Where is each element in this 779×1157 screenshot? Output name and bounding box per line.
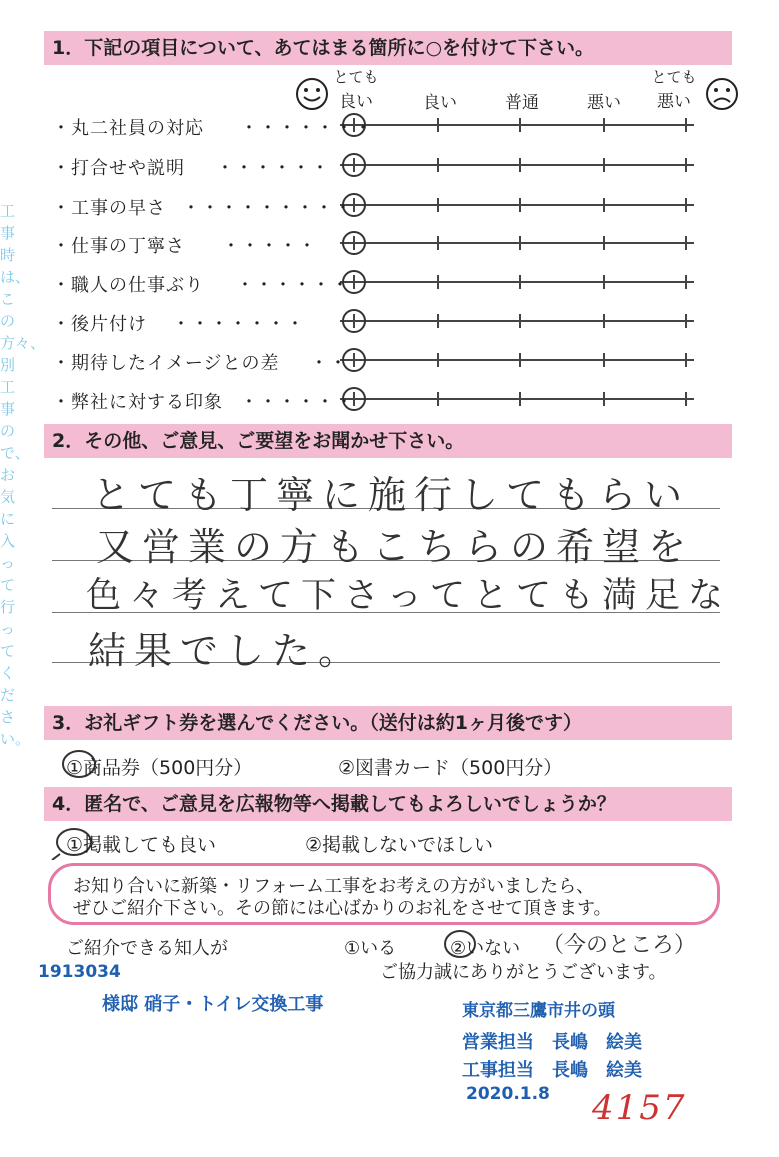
comment-line-3: 色々考えて下さってとても満足な (86, 576, 732, 616)
q3-option-1[interactable]: ①商品券（500円分） (66, 757, 253, 779)
rating-option-tick[interactable] (603, 392, 605, 406)
rating-option-tick[interactable] (519, 198, 521, 212)
scale-bad: 悪い (587, 93, 621, 113)
comment-line-4: 結果でした。 (88, 629, 365, 673)
rating-scale-line (340, 398, 694, 400)
rating-option-tick[interactable] (603, 353, 605, 367)
dot-leader: ・・・・・・・・・ (182, 198, 353, 219)
referral-line-2: ぜひご紹介下さい。その節には心ばかりのお礼をさせて頂きます。 (73, 898, 612, 919)
referral-box (48, 863, 720, 925)
rating-item-label: ・丸二社員の対応 (52, 118, 204, 139)
rating-option-tick[interactable] (603, 118, 605, 132)
dot-leader: ・・ (310, 353, 348, 374)
q2-header: 2．その他、ご意見、ご要望をお聞かせ下さい。 (44, 424, 732, 458)
order-number: 1913034 (38, 962, 121, 982)
rating-option-tick[interactable] (685, 198, 687, 212)
rating-option-tick[interactable] (437, 158, 439, 172)
dot-leader: ・・・・・・ (236, 275, 350, 296)
q4-header: 4．匿名で、ご意見を広報物等へ掲載してもよろしいでしょうか？ (44, 787, 732, 821)
rating-option-tick[interactable] (685, 236, 687, 250)
q4-option-1[interactable]: ①掲載しても良い (66, 834, 217, 856)
referral-note: （今のところ） (542, 933, 697, 958)
sales-rep: 営業担当 長嶋 絵美 (462, 1032, 642, 1053)
dot-leader: ・・・・・・ (240, 392, 354, 413)
rating-option-tick[interactable] (603, 314, 605, 328)
rating-scale-line (340, 164, 694, 166)
rating-option-tick[interactable] (519, 314, 521, 328)
rating-scale-line (340, 204, 694, 206)
rating-option-tick[interactable] (437, 392, 439, 406)
rating-option-tick[interactable] (519, 158, 521, 172)
rating-option-tick[interactable] (685, 353, 687, 367)
rating-scale-line (340, 124, 694, 126)
rating-item-label: ・打合せや説明 (52, 158, 185, 179)
rating-option-tick[interactable] (437, 236, 439, 250)
selection-circle-icon (340, 151, 368, 179)
rating-option-tick[interactable] (437, 198, 439, 212)
rating-item-label: ・弊社に対する印象 (52, 392, 223, 413)
rating-scale-line (340, 242, 694, 244)
rating-scale-line (340, 320, 694, 322)
construction-rep: 工事担当 長嶋 絵美 (462, 1060, 642, 1081)
rating-option-tick[interactable] (519, 275, 521, 289)
rating-option-tick[interactable] (437, 314, 439, 328)
scale-good: 良い (423, 93, 457, 113)
handwritten-number: 4157 (592, 1088, 687, 1128)
rating-scale-line (340, 281, 694, 283)
rating-option-tick[interactable] (519, 353, 521, 367)
address: 東京都三鷹市井の頭 (462, 1001, 615, 1021)
q1-header: 1．下記の項目について、あてはまる箇所に○を付けて下さい。 (44, 31, 732, 65)
referral-question: ご紹介できる知人が (66, 938, 228, 959)
rating-option-tick[interactable] (519, 392, 521, 406)
rating-option-tick[interactable] (685, 118, 687, 132)
referral-no[interactable]: ②いない (450, 938, 521, 959)
rating-option-tick[interactable] (519, 118, 521, 132)
sad-face-icon (704, 76, 740, 112)
stamp-date: 2020.1.8 (466, 1084, 550, 1104)
rating-option-tick[interactable] (685, 314, 687, 328)
rating-option-tick[interactable] (685, 158, 687, 172)
rating-item-label: ・工事の早さ (52, 198, 166, 219)
customer-project: 様邸 硝子・トイレ交換工事 (102, 994, 324, 1015)
rating-option-tick[interactable] (519, 236, 521, 250)
rating-scale-line (340, 359, 694, 361)
scale-normal: 普通 (505, 93, 539, 113)
thanks-text: ご協力誠にありがとうございます。 (380, 962, 667, 983)
rating-option-tick[interactable] (603, 275, 605, 289)
comment-line-1: とても丁寧に施行してもらい (92, 473, 691, 517)
selection-circle-icon (340, 229, 368, 257)
dot-leader: ・・・・・ (222, 236, 317, 257)
rating-item-label: ・仕事の丁寧さ (52, 236, 185, 257)
rating-option-tick[interactable] (437, 275, 439, 289)
rating-option-tick[interactable] (603, 236, 605, 250)
rating-option-tick[interactable] (437, 118, 439, 132)
q4-option-2[interactable]: ②掲載しないでほしい (305, 834, 494, 856)
q3-header: 3．お礼ギフト券を選んでください。（送付は約1ヶ月後です） (44, 706, 732, 740)
side-margin-text: 工事時は、この方々、別工事ので、お気に入って行ってください。 (0, 202, 46, 748)
referral-yes[interactable]: ①いる (344, 938, 397, 959)
rating-option-tick[interactable] (685, 392, 687, 406)
referral-line-1: お知り合いに新築・リフォーム工事をお考えの方がいましたら、 (73, 876, 595, 897)
comment-line-2: 又営業の方もこちらの希望を (96, 525, 695, 569)
scale-very-bad: とても 悪い (651, 68, 697, 112)
scale-very-good: とても 良い (333, 68, 379, 112)
rating-option-tick[interactable] (603, 158, 605, 172)
rating-option-tick[interactable] (685, 275, 687, 289)
dot-leader: ・・・・・・・ (172, 314, 305, 335)
rating-item-label: ・後片付け (52, 314, 147, 335)
rating-item-label: ・期待したイメージとの差 (52, 353, 280, 374)
dot-leader: ・・・・・・・ (240, 118, 373, 139)
rating-option-tick[interactable] (437, 353, 439, 367)
dot-leader: ・・・・・・ (216, 158, 330, 179)
rating-item-label: ・職人の仕事ぶり (52, 275, 204, 296)
selection-circle-icon (340, 307, 368, 335)
q3-option-2[interactable]: ②図書カード（500円分） (338, 757, 563, 779)
rating-option-tick[interactable] (603, 198, 605, 212)
smile-face-icon (294, 76, 330, 112)
